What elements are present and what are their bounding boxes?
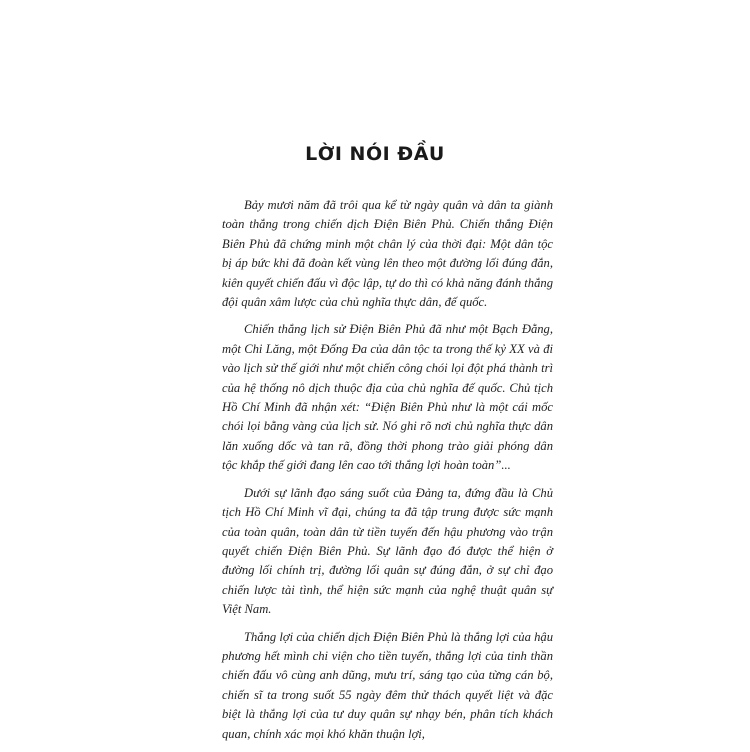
preface-body [222,196,553,752]
paragraph-1: Bảy mươi năm đã trôi qua kể từ ngày quân và dân ta giành toàn thắng trong chiến dịch Điện Biên Phủ. Chiến thắng Điện Biên Phủ đã chứng minh một chân lý của thời đại: Một dân tộc bị áp bức khi đã đoàn kết vùng lên theo một đường lối đúng đắn, kiên quyết chiến đấu vì độc lập, tự do thì có khả năng đánh thắng đội quân xâm lược của chủ nghĩa thực dân, đế quốc. [222,198,553,310]
paragraph-3: Dưới sự lãnh đạo sáng suốt của Đảng ta, đứng đầu là Chủ tịch Hồ Chí Minh vĩ đại, chúng ta đã tập trung được sức mạnh của toàn quân, toàn dân từ tiền tuyến đến hậu phương vào trận quyết chiến Điện Biên Phủ. Sự lãnh đạo đó được thể hiện ở đường lối chính trị, đường lối quân sự đúng đắn, ở sự chỉ đạo chiến lược tài tình, thể hiện sức mạnh của nghệ thuật quân sự Việt Nam. [222,485,553,617]
paragraph-2: Chiến thắng lịch sử Điện Biên Phủ đã như một Bạch Đằng, một Chi Lăng, một Đống Đa của dân tộc ta trong thế kỷ XX và đi vào lịch sử thế giới như một chiến công chói lọi đột phá thành trì của hệ thống nô dịch thuộc địa của chủ nghĩa đế quốc. Chủ tịch Hồ Chí Minh đã nhận xét: “Điện Biên Phủ như là một cái mốc chói lọi bằng vàng của lịch sử. Nó ghi rõ nơi chủ nghĩa thực dân lăn xuống dốc và tan rã, đồng thời phong trào giải phóng dân tộc khắp thế giới đang lên cao tới thắng lợi hoàn toàn”... [222,322,553,473]
page-title: LỜI NÓI ĐẦU [305,143,445,165]
paragraph-4: Thắng lợi của chiến dịch Điện Biên Phủ là thắng lợi của hậu phương hết mình chi viện cho tiền tuyến, thắng lợi của tinh thần chiến đấu vô cùng anh dũng, mưu trí, sáng tạo của từng cán bộ, chiến sĩ ta trong suốt 55 ngày đêm thử thách quyết liệt và đặc biệt là thắng lợi của tư duy quân sự nhạy bén, phân tích khách quan, chính xác mọi khó khăn thuận lợi, [222,629,553,741]
